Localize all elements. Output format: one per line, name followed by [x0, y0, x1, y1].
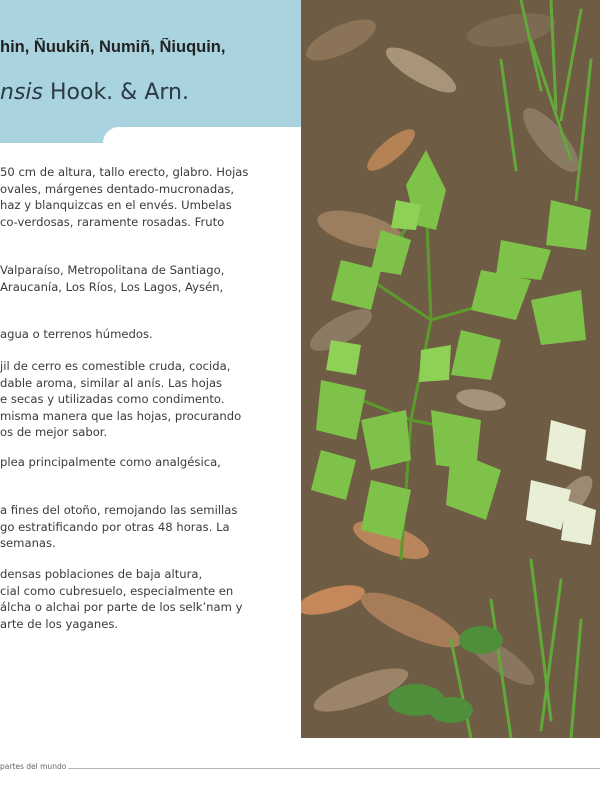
distribution-paragraph: [0, 262, 253, 295]
text-line: álcha o alchai por parte de los selk’nam y: [0, 600, 243, 614]
text-line: go estratificando por otras 48 horas. La: [0, 519, 230, 534]
text-line: e secas y utilizadas como condimento.: [0, 392, 225, 406]
description-paragraph: [0, 164, 253, 230]
text-line: Araucanía, Los Ríos, Los Lagos, Aysén,: [0, 279, 224, 294]
scientific-author: Hook. & Arn.: [42, 80, 189, 105]
text-line: plea principalmente como analgésica,: [0, 455, 221, 469]
ornamental-paragraph: [0, 566, 253, 632]
text-line: semanas.: [0, 536, 56, 550]
text-line: haz y blanquizcas en el envés. Umbelas: [0, 198, 232, 212]
text-line: misma manera que las hojas, procurando: [0, 408, 242, 423]
common-names-heading: hin, Ñuukiñ, Numiñ, Ñiuquin,: [0, 38, 226, 56]
title-band: [0, 0, 301, 143]
scientific-name-heading: [0, 80, 189, 105]
text-line: jil de cerro es comestible cruda, cocida,: [0, 359, 231, 373]
text-line: 50 cm de altura, tallo erecto, glabro. Hojas: [0, 165, 249, 179]
plant-photo: [301, 0, 600, 738]
title-band-notch: [103, 127, 301, 147]
text-line: densas poblaciones de baja altura,: [0, 567, 203, 581]
text-line: ovales, márgenes dentado-mucronadas,: [0, 181, 235, 196]
footer-rule: [68, 768, 600, 769]
medicinal-paragraph: [0, 454, 253, 471]
habitat-paragraph: [0, 326, 253, 343]
uses-paragraph: [0, 358, 253, 441]
text-line: a fines del otoño, remojando las semillas: [0, 503, 238, 517]
text-line: dable aroma, similar al anís. Las hojas: [0, 375, 223, 390]
text-line: cial como cubresuelo, especialmente en: [0, 583, 234, 598]
propagation-paragraph: [0, 502, 253, 552]
text-line: co-verdosas, raramente rosadas. Fruto: [0, 214, 225, 229]
plant-photo-illustration: [301, 0, 600, 738]
text-line: agua o terrenos húmedos.: [0, 327, 153, 341]
footer-text: partes del mundo: [0, 762, 67, 771]
text-line: os de mejor sabor.: [0, 425, 108, 439]
text-line: Valparaíso, Metropolitana de Santiago,: [0, 263, 225, 277]
scientific-epithet: nsis: [0, 80, 43, 105]
text-line: arte de los yaganes.: [0, 616, 119, 631]
